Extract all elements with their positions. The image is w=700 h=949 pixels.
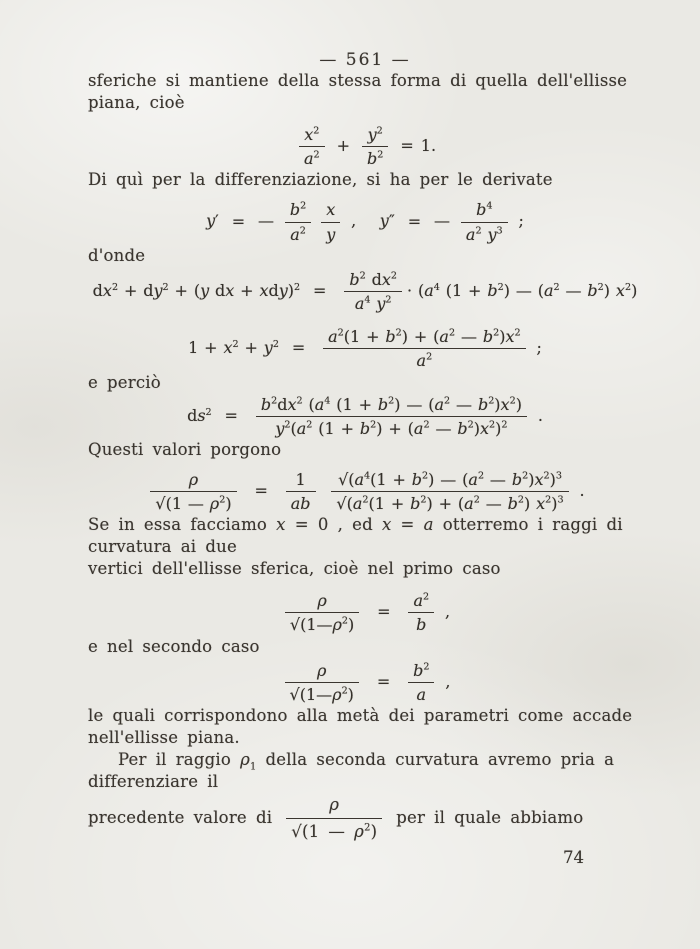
paragraph-intro: sferiche si mantiene della stessa forma di quella dell'ellisse piana, cioè (88, 71, 628, 112)
sheet-number: 74 (563, 848, 584, 867)
equation-differentials: $dx^2 + dy^2 + (y$ dx + xdy)$^2$ = $\frac{b^2 dx^2}{a^4 y^2}$ · ($a^4$ $(1 + b^2)$ — ($a^2$ — $b^2$) $x^2$) (92, 269, 638, 313)
paragraph-secondo-caso: e nel secondo caso (88, 636, 260, 656)
paragraph-se-in-essa-line2: vertici dell'ellisse sferica, cioè nel primo caso (88, 559, 501, 579)
page-number: — 561 — (319, 50, 411, 70)
equation-curvature-radius: $\frac{\rho}{√(1 — \rho^2)}$ = $\frac{1}{ab}$ $\frac{√(a^4(1 + b^2) — (a^2 — b^2)x^2)^3}{√(a^2(1 + b^2) + (a^2 — b^2) x^2)^3}$ . (88, 469, 642, 514)
paragraph-per-il-raggio: Per il raggio $\rho_1$ della seconda curvatura avremo pria a differenziare il (88, 750, 615, 791)
equation-derivatives: y′ = — $\frac{b^2}{a^2}$ $\frac{x}{y}$ , y″ = — $\frac{b^4}{a^2 y^3}$ ; (206, 200, 524, 244)
paragraph-precedente-valore: precedente valore di $\frac{\rho}{√(1 — \rho^2)}$ per il quale abbiamo (88, 795, 584, 841)
equation-first-vertex: $\frac{\rho}{√(1—\rho^2)}$ = $\frac{a^2}{b}$ , (88, 590, 642, 635)
paragraph-questi-valori: Questi valori porgono (88, 439, 282, 459)
equation-one-plus-x2-y2: $1 + x^2 + y^2$ = $\frac{a^2(1 + b^2) + (a^2 — b^2)x^2}{a^2}$ ; (188, 327, 542, 371)
equation-ellipse: $\frac{x^2}{a^2}$ + $\frac{y^2}{b^2}$ = 1. (88, 124, 642, 169)
paragraph-se-in-essa-line1: Se in essa facciamo x = 0 , ed x = a otterremo i raggi di curvatura ai due (88, 515, 623, 557)
equation-ds2: $ds^2$ = $\frac{b^2dx^2 (a^4 (1 + b^2) — (a^2 — b^2)x^2)}{y^2(a^2 (1 + b^2) + (a^2 — b^2)x^2)^2}$ . (187, 394, 543, 438)
paragraph-e-percio: e perciò (88, 372, 161, 392)
paragraph-le-quali: le quali corrispondono alla metà dei parametri come accade nell'ellisse piana. (88, 706, 633, 747)
paragraph-derivatives-intro: Di quì per la differenziazione, si ha per le derivate (88, 170, 553, 190)
equation-second-vertex: $\frac{\rho}{√(1—\rho^2)}$ = $\frac{b^2}{a}$ , (88, 660, 642, 705)
paragraph-donde: d'onde (88, 245, 146, 265)
